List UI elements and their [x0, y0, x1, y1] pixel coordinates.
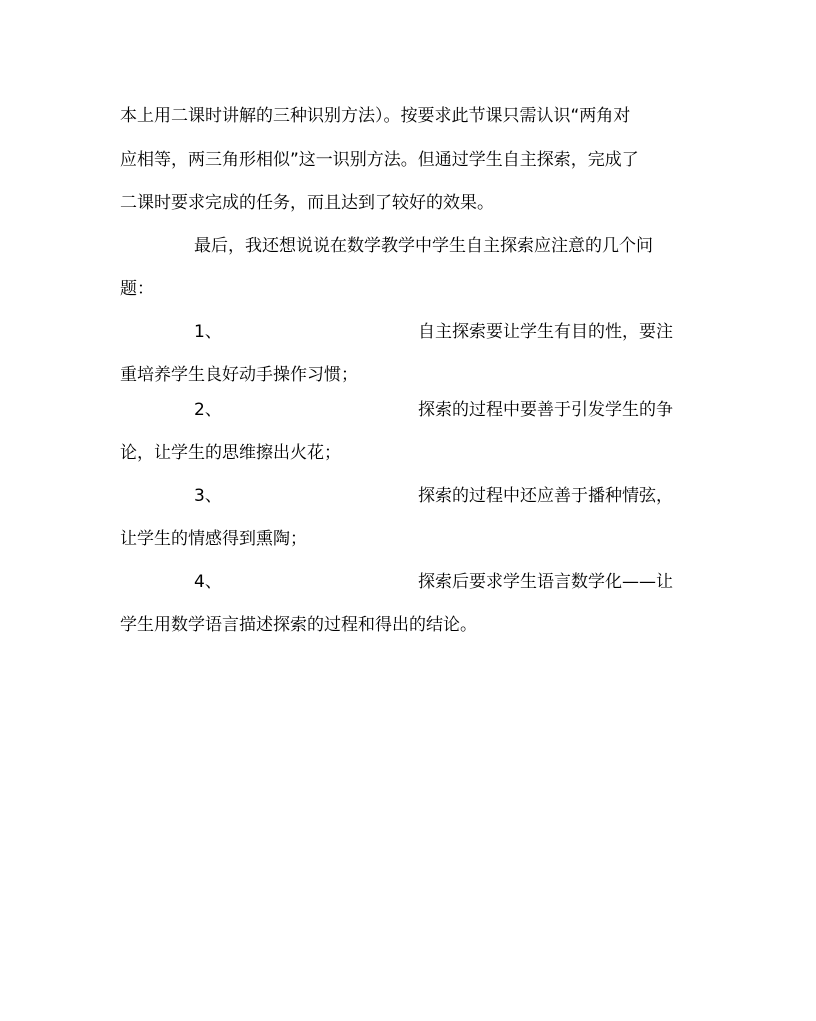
list-item-4-number: 4、 [194, 572, 222, 592]
paragraph-1-line-2: 应相等，两三角形相似”这一识别方法。但通过学生自主探索，完成了 [120, 150, 639, 170]
list-item-4-text: 探索后要求学生语言数学化——让 [418, 572, 673, 592]
list-item-1-continuation: 重培养学生良好动手操作习惯； [120, 365, 358, 385]
list-item-3-number: 3、 [194, 486, 222, 506]
list-item-3-continuation: 让学生的情感得到熏陶； [120, 529, 307, 549]
paragraph-1-line-3: 二课时要求完成的任务，而且达到了较好的效果。 [120, 193, 494, 213]
paragraph-1-line-1: 本上用二课时讲解的三种识别方法）。按要求此节课只需认识“两角对 [120, 106, 631, 126]
list-item-2-text: 探索的过程中要善于引发学生的争 [418, 400, 673, 420]
paragraph-2-line-2: 题： [120, 279, 154, 299]
list-item-2-continuation: 论，让学生的思维擦出火花； [120, 443, 341, 463]
list-item-4-continuation: 学生用数学语言描述探索的过程和得出的结论。 [120, 615, 477, 635]
list-item-1-text: 自主探索要让学生有目的性，要注 [418, 322, 673, 342]
paragraph-2-line-1: 最后，我还想说说在数学教学中学生自主探索应注意的几个问 [194, 236, 653, 256]
list-item-3-text: 探索的过程中还应善于播种情弦， [418, 486, 673, 506]
list-item-2-number: 2、 [194, 400, 222, 420]
list-item-1-number: 1、 [194, 322, 222, 342]
